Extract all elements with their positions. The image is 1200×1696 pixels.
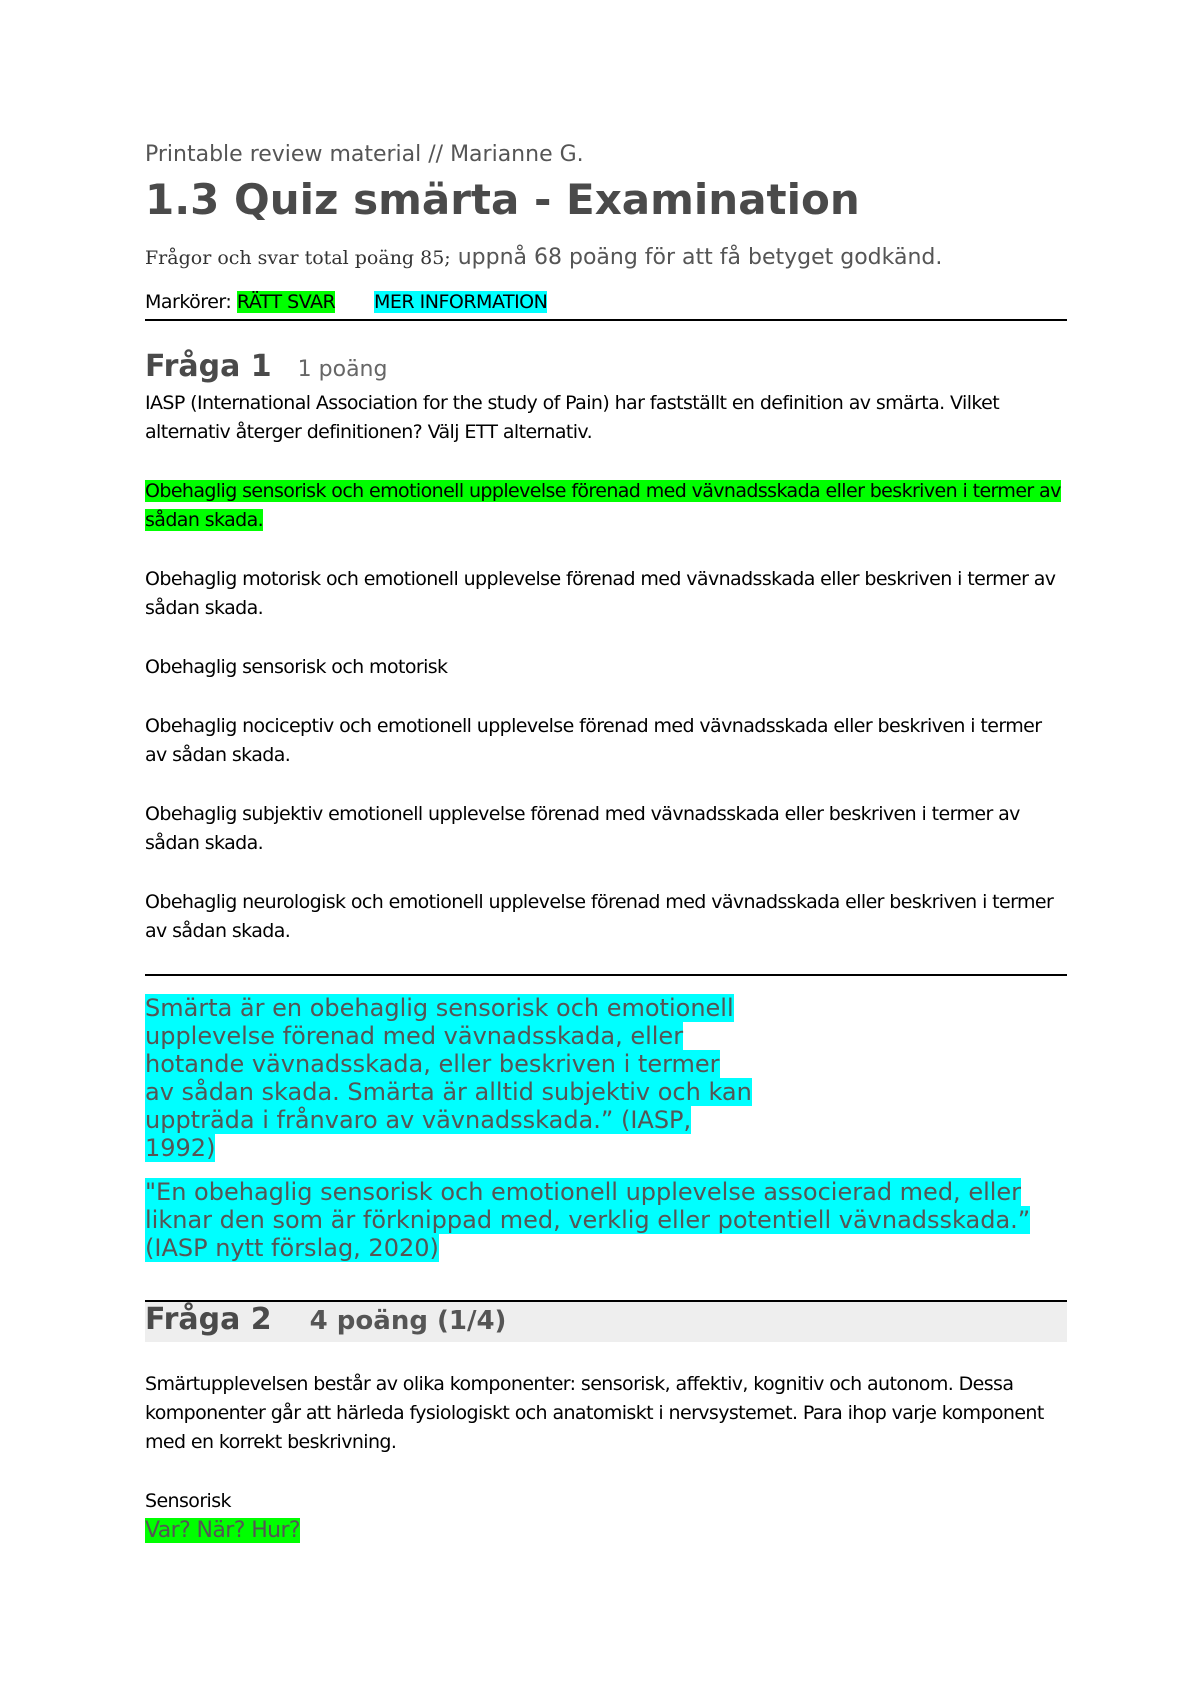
markers-label: Markörer: bbox=[145, 291, 237, 313]
intro-text bbox=[145, 242, 1067, 273]
info-box-iasp-2020 bbox=[145, 1178, 1067, 1262]
correct-answer-text: Obehaglig sensorisk och emotionell upplevelse förenad med vävnadsskada eller beskriven i termer av sådan skada. bbox=[145, 480, 1061, 531]
divider bbox=[145, 319, 1067, 321]
question1-points: 1 poäng bbox=[297, 357, 388, 382]
question2-title: Fråga 2 bbox=[145, 1302, 272, 1337]
markers-legend bbox=[145, 287, 1067, 317]
question2-header bbox=[145, 1302, 1067, 1342]
question2-points: 4 poäng (1/4) bbox=[309, 1306, 507, 1336]
intro-serif: Frågor och svar total poäng 85; bbox=[145, 247, 451, 269]
question2-prompt: Smärtupplevelsen består av olika komponenter: sensorisk, affektiv, kognitiv och autonom. Dessa komponenter går att härleda fysiologiskt och anatomiskt i nervsystemet. Para ihop varje komponent med en korrekt beskrivning. bbox=[145, 1373, 1044, 1453]
marker-info: MER INFORMATION bbox=[374, 291, 548, 313]
info-text: "En obehaglig sensorisk och emotionell upplevelse associerad med, eller liknar den som är förknippad med, verklig eller potentiell vävnadsskada.” (IASP nytt förslag, 2020) bbox=[145, 1178, 1031, 1262]
question1-answer: Obehaglig neurologisk och emotionell upplevelse förenad med vävnadsskada eller beskriven i termer av sådan skada. bbox=[145, 891, 1054, 942]
question2-component: Sensorisk bbox=[145, 1490, 231, 1512]
question1-answer: Obehaglig motorisk och emotionell upplevelse förenad med vävnadsskada eller beskriven i termer av sådan skada. bbox=[145, 568, 1056, 619]
intro-sans: uppnå 68 poäng för att få betyget godkänd. bbox=[450, 245, 943, 270]
question2-component-answer bbox=[145, 1516, 1067, 1546]
component-answer-text: Var? När? Hur? bbox=[145, 1518, 300, 1543]
question1-correct-answer bbox=[145, 477, 1067, 535]
question1-answer: Obehaglig sensorisk och motorisk bbox=[145, 656, 448, 678]
document-page bbox=[145, 140, 1067, 1546]
info-text: Smärta är en obehaglig sensorisk och emotionell upplevelse förenad med vävnadsskada, eller hotande vävnadsskada, eller beskriven i termer av sådan skada. Smärta är alltid subjektiv och kan uppträda i frånvaro av vävnadsskada.” (IASP, 1992) bbox=[145, 994, 752, 1162]
divider bbox=[145, 974, 1067, 976]
marker-correct: RÄTT SVAR bbox=[236, 291, 336, 313]
question1-answer: Obehaglig subjektiv emotionell upplevelse förenad med vävnadsskada eller beskriven i termer av sådan skada. bbox=[145, 803, 1020, 854]
question1-title: Fråga 1 bbox=[145, 349, 272, 384]
info-box-iasp-1992 bbox=[145, 994, 753, 1162]
document-subtitle: Printable review material // Marianne G. bbox=[145, 142, 584, 167]
question1-answer: Obehaglig nociceptiv och emotionell upplevelse förenad med vävnadsskada eller beskriven i termer av sådan skada. bbox=[145, 715, 1042, 766]
question1-header bbox=[145, 349, 1067, 389]
question1-prompt: IASP (International Association for the study of Pain) har fastställt en definition av smärta. Vilket alternativ återger definitionen? Välj ETT alternativ. bbox=[145, 392, 1000, 443]
document-title: 1.3 Quiz smärta - Examination bbox=[145, 175, 860, 224]
